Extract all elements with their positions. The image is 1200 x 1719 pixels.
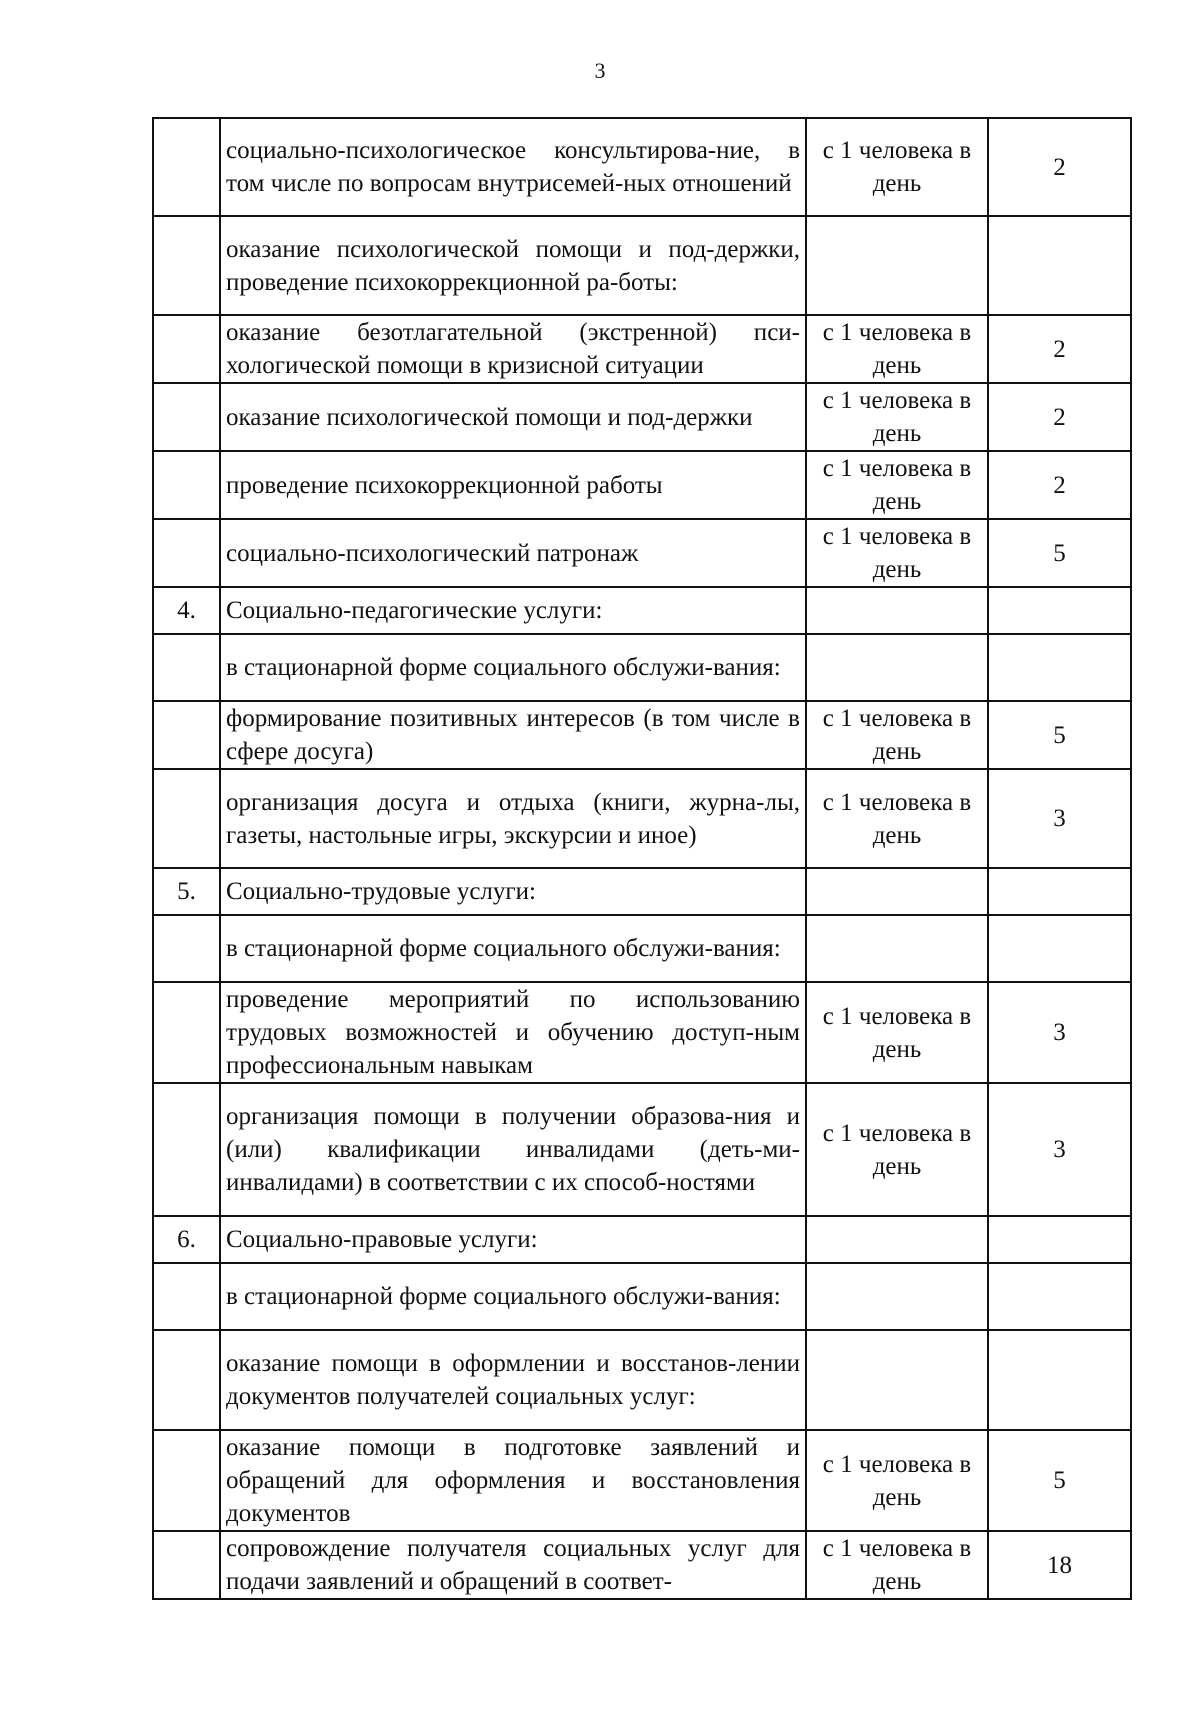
row-number [153, 634, 220, 701]
table-row [153, 769, 1131, 868]
norm-value: 5 [988, 519, 1131, 587]
service-description: оказание помощи в подготовке заявлений и обращений для оформления и восстановления документов [220, 1430, 806, 1531]
norm-value: 3 [988, 982, 1131, 1083]
service-description: проведение мероприятий по использованию трудовых возможностей и обучению доступ-ным профессиональным навыкам [220, 982, 806, 1083]
table-row [153, 118, 1131, 216]
norm-value [988, 1216, 1131, 1263]
norm-value [988, 587, 1131, 634]
unit-of-measure: с 1 человека в день [806, 383, 988, 451]
section-title: Социально-педагогические услуги: [220, 587, 806, 634]
unit-of-measure: с 1 человека в день [806, 701, 988, 769]
table-row [153, 1263, 1131, 1330]
norm-value [988, 216, 1131, 315]
norm-value: 2 [988, 118, 1131, 216]
service-description: проведение психокоррекционной работы [220, 451, 806, 519]
service-description: оказание психологической помощи и под-держки, проведение психокоррекционной ра-боты: [220, 216, 806, 315]
unit-of-measure: с 1 человека в день [806, 982, 988, 1083]
unit-of-measure: с 1 человека в день [806, 1531, 988, 1599]
unit-of-measure: с 1 человека в день [806, 519, 988, 587]
norm-value: 5 [988, 701, 1131, 769]
section-number: 5. [153, 868, 220, 915]
norm-value: 5 [988, 1430, 1131, 1531]
table-row [153, 519, 1131, 587]
norm-value: 2 [988, 315, 1131, 383]
section-row [153, 587, 1131, 634]
service-description: в стационарной форме социального обслужи-вания: [220, 915, 806, 982]
table-row [153, 383, 1131, 451]
unit-of-measure [806, 868, 988, 915]
table-row [153, 701, 1131, 769]
norm-value [988, 1263, 1131, 1330]
unit-of-measure: с 1 человека в день [806, 1430, 988, 1531]
service-description: в стационарной форме социального обслужи-вания: [220, 634, 806, 701]
section-title: Социально-трудовые услуги: [220, 868, 806, 915]
service-description: организация помощи в получении образова-ния и (или) квалификации инвалидами (деть-ми-инвалидами) в соответствии с их способ-ностями [220, 1083, 806, 1216]
table-row [153, 1330, 1131, 1430]
row-number [153, 519, 220, 587]
unit-of-measure: с 1 человека в день [806, 451, 988, 519]
section-title: Социально-правовые услуги: [220, 1216, 806, 1263]
service-description: сопровождение получателя социальных услуг для подачи заявлений и обращений в соответ- [220, 1531, 806, 1599]
row-number [153, 701, 220, 769]
norm-value: 3 [988, 1083, 1131, 1216]
table-row [153, 216, 1131, 315]
row-number [153, 451, 220, 519]
service-description: в стационарной форме социального обслужи-вания: [220, 1263, 806, 1330]
unit-of-measure [806, 1263, 988, 1330]
section-number: 4. [153, 587, 220, 634]
norm-value [988, 915, 1131, 982]
table-row [153, 315, 1131, 383]
unit-of-measure: с 1 человека в день [806, 315, 988, 383]
table-row [153, 915, 1131, 982]
row-number [153, 1263, 220, 1330]
row-number [153, 982, 220, 1083]
row-number [153, 1430, 220, 1531]
section-row [153, 868, 1131, 915]
unit-of-measure: с 1 человека в день [806, 769, 988, 868]
page-number: 3 [594, 58, 606, 83]
section-row [153, 1216, 1131, 1263]
norm-value [988, 1330, 1131, 1430]
row-number [153, 1531, 220, 1599]
unit-of-measure [806, 1330, 988, 1430]
unit-of-measure [806, 1216, 988, 1263]
row-number [153, 118, 220, 216]
norm-value [988, 868, 1131, 915]
table-row [153, 1083, 1131, 1216]
row-number [153, 769, 220, 868]
unit-of-measure: с 1 человека в день [806, 1083, 988, 1216]
norm-value [988, 634, 1131, 701]
section-number: 6. [153, 1216, 220, 1263]
table-row [153, 1430, 1131, 1531]
row-number [153, 915, 220, 982]
row-number [153, 1330, 220, 1430]
row-number [153, 383, 220, 451]
service-description: организация досуга и отдыха (книги, журна-лы, газеты, настольные игры, экскурсии и иное) [220, 769, 806, 868]
table-row [153, 634, 1131, 701]
row-number [153, 315, 220, 383]
services-table [152, 117, 1132, 1600]
service-description: оказание помощи в оформлении и восстанов-лении документов получателей социальных услуг: [220, 1330, 806, 1430]
unit-of-measure [806, 216, 988, 315]
service-description: оказание безотлагательной (экстренной) пси-хологической помощи в кризисной ситуации [220, 315, 806, 383]
service-description: оказание психологической помощи и под-держки [220, 383, 806, 451]
table-row [153, 1531, 1131, 1599]
unit-of-measure: с 1 человека в день [806, 118, 988, 216]
unit-of-measure [806, 634, 988, 701]
service-description: формирование позитивных интересов (в том числе в сфере досуга) [220, 701, 806, 769]
row-number [153, 216, 220, 315]
norm-value: 18 [988, 1531, 1131, 1599]
norm-value: 2 [988, 383, 1131, 451]
norm-value: 2 [988, 451, 1131, 519]
unit-of-measure [806, 915, 988, 982]
table-row [153, 451, 1131, 519]
norm-value: 3 [988, 769, 1131, 868]
table-row [153, 982, 1131, 1083]
service-description: социально-психологическое консультирова-ние, в том числе по вопросам внутрисемей-ных отношений [220, 118, 806, 216]
row-number [153, 1083, 220, 1216]
unit-of-measure [806, 587, 988, 634]
service-description: социально-психологический патронаж [220, 519, 806, 587]
